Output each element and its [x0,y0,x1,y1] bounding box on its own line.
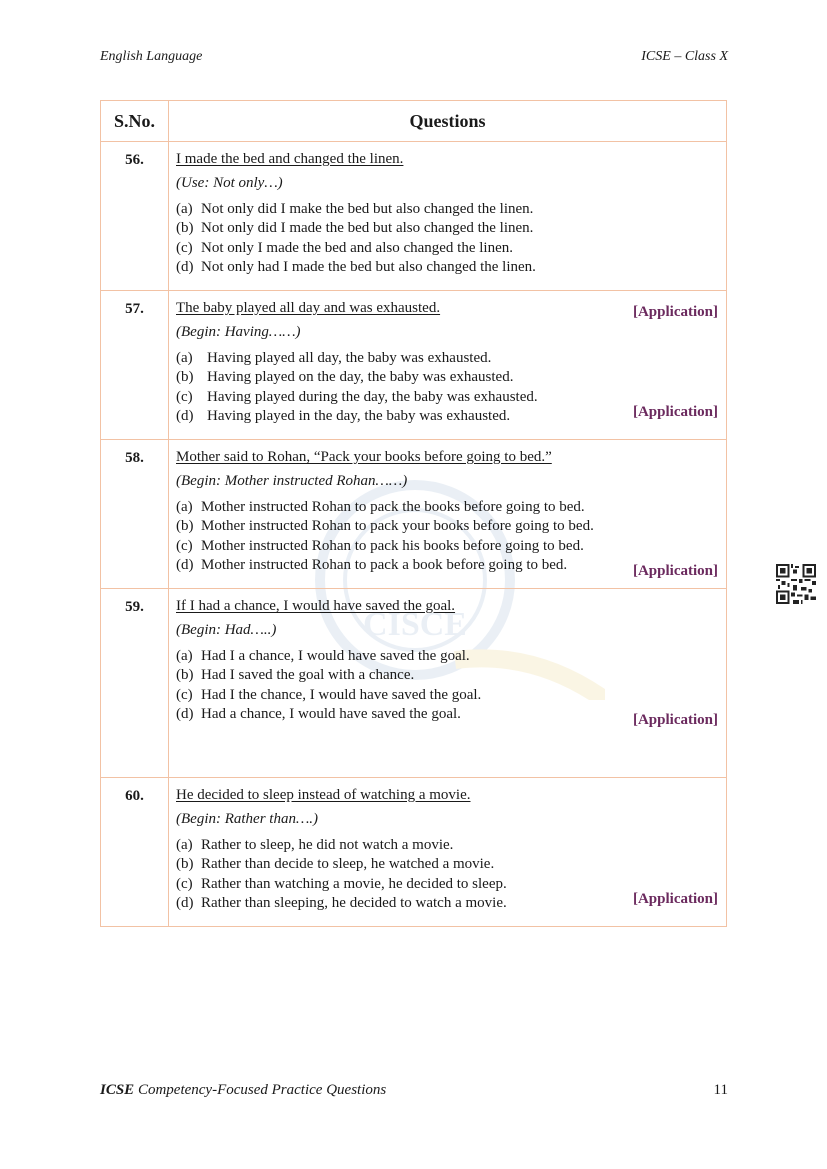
question-instruction: (Begin: Rather than….) [176,811,319,827]
question-number: 60. [101,778,169,927]
option-label: (a) [176,648,193,664]
option-label: (c) [176,537,193,554]
option-label: (a) [176,201,193,217]
question-cell [169,291,727,440]
option-text: Rather than sleeping, he decided to watch a movie. [201,894,507,911]
question-instruction: (Begin: Had…..) [176,622,277,638]
column-header-questions: Questions [169,101,727,142]
answer-option [176,647,718,666]
footer-title-rest: Competency-Focused Practice Questions [134,1082,387,1098]
question-cell [169,778,727,927]
question-statement: If I had a chance, I would have saved the goal. [176,598,456,614]
option-label: (b) [176,667,194,684]
answer-option [176,239,718,258]
question-instruction: (Begin: Mother instructed Rohan……) [176,473,408,489]
answer-option [176,219,718,238]
question-number: 58. [101,440,169,589]
option-label: (a) [176,499,193,515]
table-row [101,589,727,778]
running-header-subject: English Language [100,49,203,64]
option-label: (b) [176,220,194,237]
option-text: Not only did I made the bed but also changed the linen. [201,220,534,237]
option-text: Mother instructed Rohan to pack the books before going to bed. [201,499,585,515]
cognitive-level-tag: [Application] [632,891,718,907]
answer-option [176,666,718,685]
option-label: (c) [176,686,193,703]
option-text: Had a chance, I would have saved the goal. [201,705,461,722]
answer-option [176,498,718,517]
option-text: Not only did I make the bed but also changed the linen. [201,201,534,217]
questions-table [100,100,727,927]
answer-option [176,855,718,874]
option-label: (b) [176,518,194,535]
option-text: Had I a chance, I would have saved the goal. [201,648,470,664]
footer-title [100,1082,386,1099]
option-label: (b) [176,856,194,873]
option-label: (d) [176,407,194,424]
question-number: 56. [101,142,169,291]
option-label: (c) [176,388,193,405]
question-number: 57. [101,291,169,440]
qr-code-icon[interactable] [776,564,816,604]
question-instruction: (Begin: Having……) [176,324,301,340]
table-row [101,440,727,589]
question-cell [169,589,727,778]
option-label: (d) [176,258,194,275]
option-text: Rather to sleep, he did not watch a movie. [201,837,454,853]
answer-option [176,200,718,219]
answer-option [176,368,718,387]
option-label: (d) [176,705,194,722]
option-label: (c) [176,239,193,256]
question-statement: Mother said to Rohan, “Pack your books before going to bed.” [176,449,552,465]
option-label: (a) [176,350,193,366]
table-row [101,291,727,440]
option-text: Had I saved the goal with a chance. [201,667,415,684]
column-header-sno: S.No. [101,101,169,142]
watermark-text: CISCE [363,606,467,643]
question-statement: I made the bed and changed the linen. [176,151,404,167]
cognitive-level-tag: [Application] [632,712,718,728]
option-text: Having played all day, the baby was exhausted. [207,350,492,366]
option-text: Not only I made the bed and also changed the linen. [201,239,513,256]
answer-option [176,517,718,536]
option-text: Rather than watching a movie, he decided to sleep. [201,875,507,892]
option-text: Not only had I made the bed but also changed the linen. [201,258,536,275]
answer-option [176,537,718,556]
table-header-row [101,101,727,142]
cognitive-level-tag: [Application] [632,563,718,579]
option-label: (d) [176,894,194,911]
option-label: (a) [176,837,193,853]
cognitive-level-tag: [Application] [632,304,718,320]
option-text: Mother instructed Rohan to pack your books before going to bed. [201,518,594,535]
option-label: (c) [176,875,193,892]
footer-title-bold: ICSE [100,1082,135,1098]
answer-option [176,836,718,855]
option-text: Mother instructed Rohan to pack a book before going to bed. [201,556,568,573]
table-row [101,142,727,291]
option-text: Having played in the day, the baby was exhausted. [207,407,511,424]
question-statement: The baby played all day and was exhausted. [176,300,441,316]
running-header-class: ICSE – Class X [641,49,728,64]
cognitive-level-tag: [Application] [632,404,718,420]
page-number: 11 [713,1082,728,1098]
option-text: Having played during the day, the baby was exhausted. [207,388,538,405]
question-number: 59. [101,589,169,778]
option-label: (b) [176,369,194,386]
option-text: Having played on the day, the baby was exhausted. [207,369,514,386]
option-text: Had I the chance, I would have saved the goal. [201,686,482,703]
question-cell [169,440,727,589]
answer-option [176,349,718,368]
question-statement: He decided to sleep instead of watching a movie. [176,787,471,803]
option-text: Rather than decide to sleep, he watched a movie. [201,856,495,873]
question-instruction: (Use: Not only…) [176,175,283,191]
answer-option [176,258,718,277]
option-text: Mother instructed Rohan to pack his books before going to bed. [201,537,584,554]
option-label: (d) [176,556,194,573]
answer-option [176,686,718,705]
table-row [101,778,727,927]
